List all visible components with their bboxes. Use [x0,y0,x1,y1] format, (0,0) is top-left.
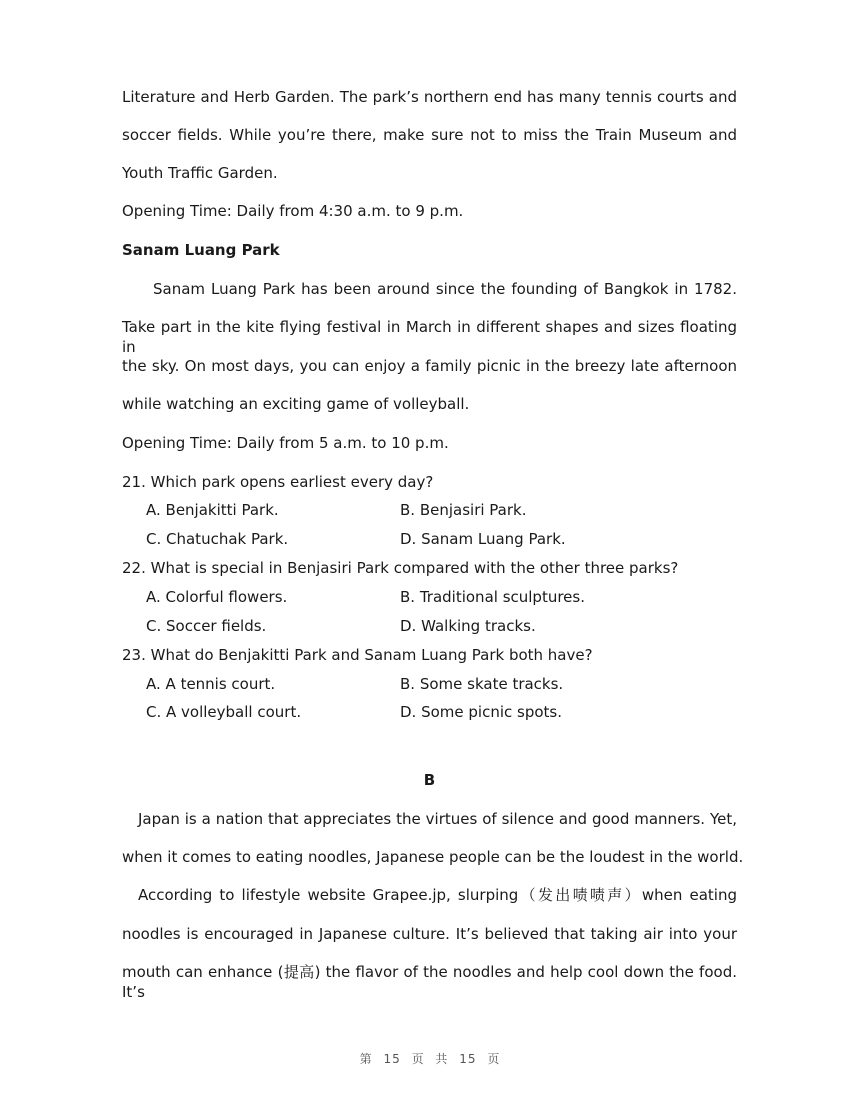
option-a: A. Benjakitti Park. [146,501,279,519]
text-line: when it comes to eating noodles, Japanese people can be the loudest in the world. [122,848,744,866]
section-label: B [423,771,436,789]
text-line: Japan is a nation that appreciates the virtues of silence and good manners. Yet, [138,810,737,828]
text-line: Sanam Luang Park has been around since the founding of Bangkok in 1782. [153,280,737,298]
opening-time-text: Opening Time: Daily from 5 a.m. to 10 p.m. [122,434,449,452]
footer-mid1: 页 [411,1052,425,1066]
option-c: C. Chatuchak Park. [146,530,289,548]
option-d: D. Sanam Luang Park. [400,530,566,548]
option-b: B. Traditional sculptures. [400,588,585,606]
text-line: Youth Traffic Garden. [122,164,278,182]
footer-prefix: 第 [359,1052,373,1066]
text-line: Literature and Herb Garden. The park’s northern end has many tennis courts and [122,88,737,106]
page-footer [0,1050,860,1067]
text-line: soccer fields. While you’re there, make sure not to miss the Train Museum and [122,126,737,144]
option-c: C. Soccer fields. [146,617,267,635]
option-a: A. A tennis court. [146,675,276,693]
question-stem: 23. What do Benjakitti Park and Sanam Luang Park both have? [122,646,593,664]
text-line: Take part in the kite flying festival in March in different shapes and sizes floating in [122,318,737,356]
option-d: D. Walking tracks. [400,617,536,635]
option-a: A. Colorful flowers. [146,588,288,606]
footer-mid2: 共 [435,1052,449,1066]
option-d: D. Some picnic spots. [400,703,562,721]
text-line: noodles is encouraged in Japanese culture. It’s believed that taking air into your [122,925,737,943]
text-line: According to lifestyle website Grapee.jp, slurping（发出啧啧声）when eating [138,886,737,904]
park-heading: Sanam Luang Park [122,241,280,259]
question-stem: 21. Which park opens earliest every day? [122,473,434,491]
option-b: B. Benjasiri Park. [400,501,527,519]
footer-suffix: 页 [487,1052,501,1066]
current-page-number: 15 [383,1052,401,1066]
opening-time-text: Opening Time: Daily from 4:30 a.m. to 9 p.m. [122,202,464,220]
text-line: mouth can enhance (提高) the flavor of the noodles and help cool down the food. It’s [122,963,737,1001]
text-line: while watching an exciting game of volleyball. [122,395,470,413]
question-stem: 22. What is special in Benjasiri Park compared with the other three parks? [122,559,679,577]
option-b: B. Some skate tracks. [400,675,564,693]
option-c: C. A volleyball court. [146,703,302,721]
total-page-number: 15 [459,1052,477,1066]
text-line: the sky. On most days, you can enjoy a family picnic in the breezy late afternoon [122,357,737,375]
